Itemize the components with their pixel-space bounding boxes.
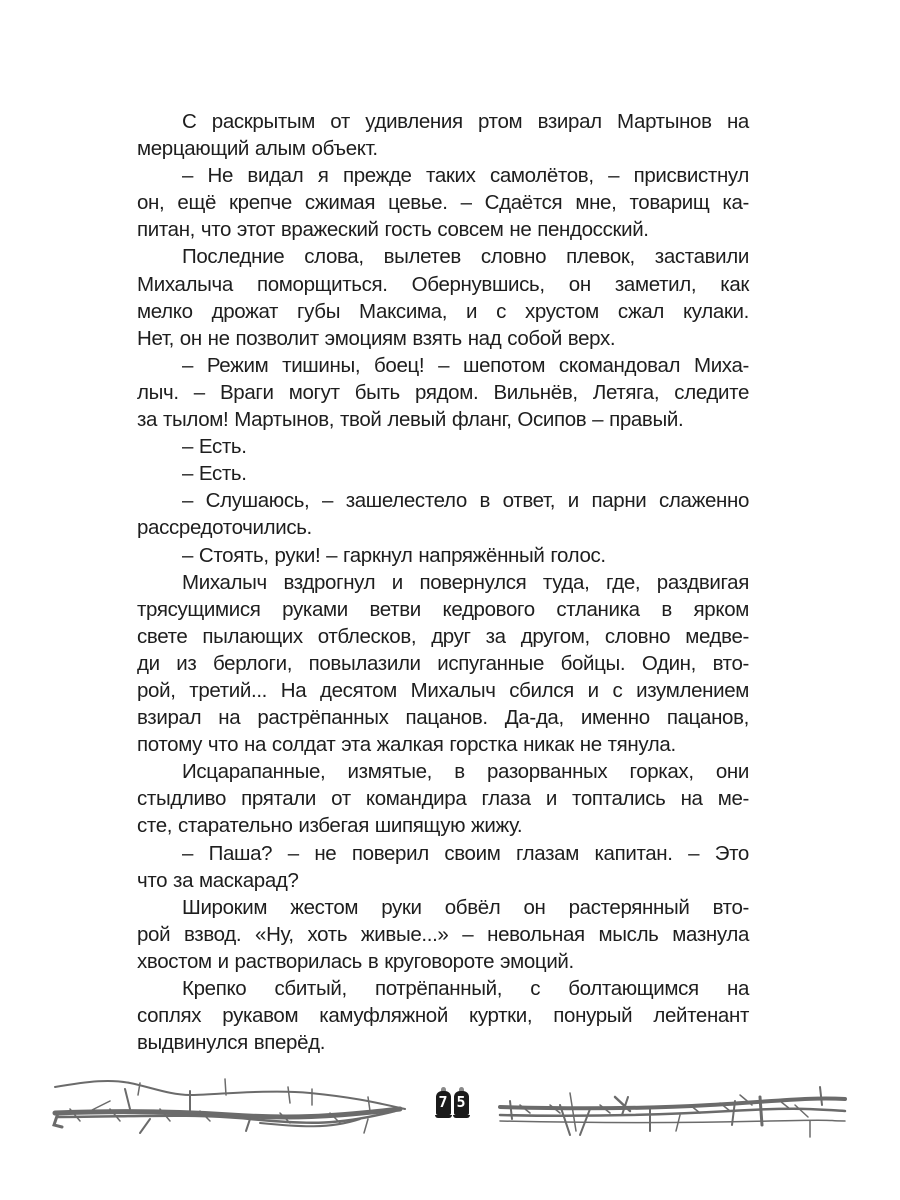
text-line: рой, третий... На десятом Михалыч сбился и с изумлением xyxy=(137,678,749,702)
text-line: мелко дрожат губы Максима, и с хрустом сжал кулаки. xyxy=(137,299,749,323)
text-line: ди из берлоги, повылазили испуганные бойцы. Один, вто- xyxy=(137,651,749,675)
barbed-wire-left-icon xyxy=(50,1075,420,1145)
text-line: Михалыча поморщиться. Обернувшись, он заметил, как xyxy=(137,272,749,296)
nixie-tube-digit: 5 xyxy=(454,1091,469,1115)
body-text xyxy=(137,108,749,1056)
text-line: трясущимися руками ветви кедрового стланика в ярком xyxy=(137,597,749,621)
text-line: стыдливо прятали от командира глаза и топтались на ме- xyxy=(137,787,749,811)
text-line: он, ещё крепче сжимая цевье. – Сдаётся мне, товарищ ка- xyxy=(137,191,749,215)
text-line: мерцающий алым объект. xyxy=(137,137,378,161)
text-line: – Стоять, руки! – гаркнул напряжённый голос. xyxy=(182,543,606,567)
text-line: соплях рукавом камуфляжной куртки, понурый лейтенант xyxy=(137,1004,749,1028)
nixie-tube-digit: 7 xyxy=(436,1091,451,1115)
text-line: питан, что этот вражеский гость совсем не пендосский. xyxy=(137,218,649,242)
text-line: Исцарапанные, измятые, в разорванных горках, они xyxy=(182,760,749,784)
text-line: Широким жестом руки обвёл он растерянный вто- xyxy=(182,895,749,919)
text-line: – Не видал я прежде таких самолётов, – присвистнул xyxy=(182,164,749,188)
text-line: Нет, он не позволит эмоциям взять над собой верх. xyxy=(137,326,616,350)
text-line: что за маскарад? xyxy=(137,868,299,892)
text-line: С раскрытым от удивления ртом взирал Мартынов на xyxy=(182,110,749,133)
barbed-wire-right-icon xyxy=(490,1075,860,1145)
text-line: – Есть. xyxy=(182,462,247,486)
text-line: выдвинулся вперёд. xyxy=(137,1031,326,1055)
text-line: Крепко сбитый, потрёпанный, с болтающимся на xyxy=(182,977,749,1000)
page-footer xyxy=(0,1075,900,1155)
text-line: хвостом и растворилась в круговороте эмоций. xyxy=(137,949,574,973)
text-line: сте, старательно избегая шипящую жижу. xyxy=(137,814,523,838)
text-line: потому что на солдат эта жалкая горстка никак не тянула. xyxy=(137,733,676,757)
text-line: лыч. – Враги могут быть рядом. Вильнёв, Летяга, следите xyxy=(137,380,749,404)
text-line: Михалыч вздрогнул и повернулся туда, где, раздвигая xyxy=(182,570,749,594)
text-line: – Есть. xyxy=(182,435,247,459)
text-line: рой взвод. «Ну, хоть живые...» – невольная мысль мазнула xyxy=(137,922,749,946)
text-line: рассредоточились. xyxy=(137,516,312,540)
text-line: – Паша? – не поверил своим глазам капитан. – Это xyxy=(182,841,749,865)
text-line: Последние слова, вылетев словно плевок, заставили xyxy=(182,245,749,269)
text-line: взирал на растрёпанных пацанов. Да-да, именно пацанов, xyxy=(137,706,749,730)
text-line: – Режим тишины, боец! – шепотом скомандовал Миха- xyxy=(182,353,749,377)
text-line: свете пылающих отблесков, друг за другом, словно медве- xyxy=(137,624,749,648)
text-line: за тылом! Мартынов, твой левый фланг, Осипов – правый. xyxy=(137,408,684,432)
text-line: – Слушаюсь, – зашелестело в ответ, и парни слаженно xyxy=(182,489,749,513)
page-number xyxy=(432,1091,472,1121)
